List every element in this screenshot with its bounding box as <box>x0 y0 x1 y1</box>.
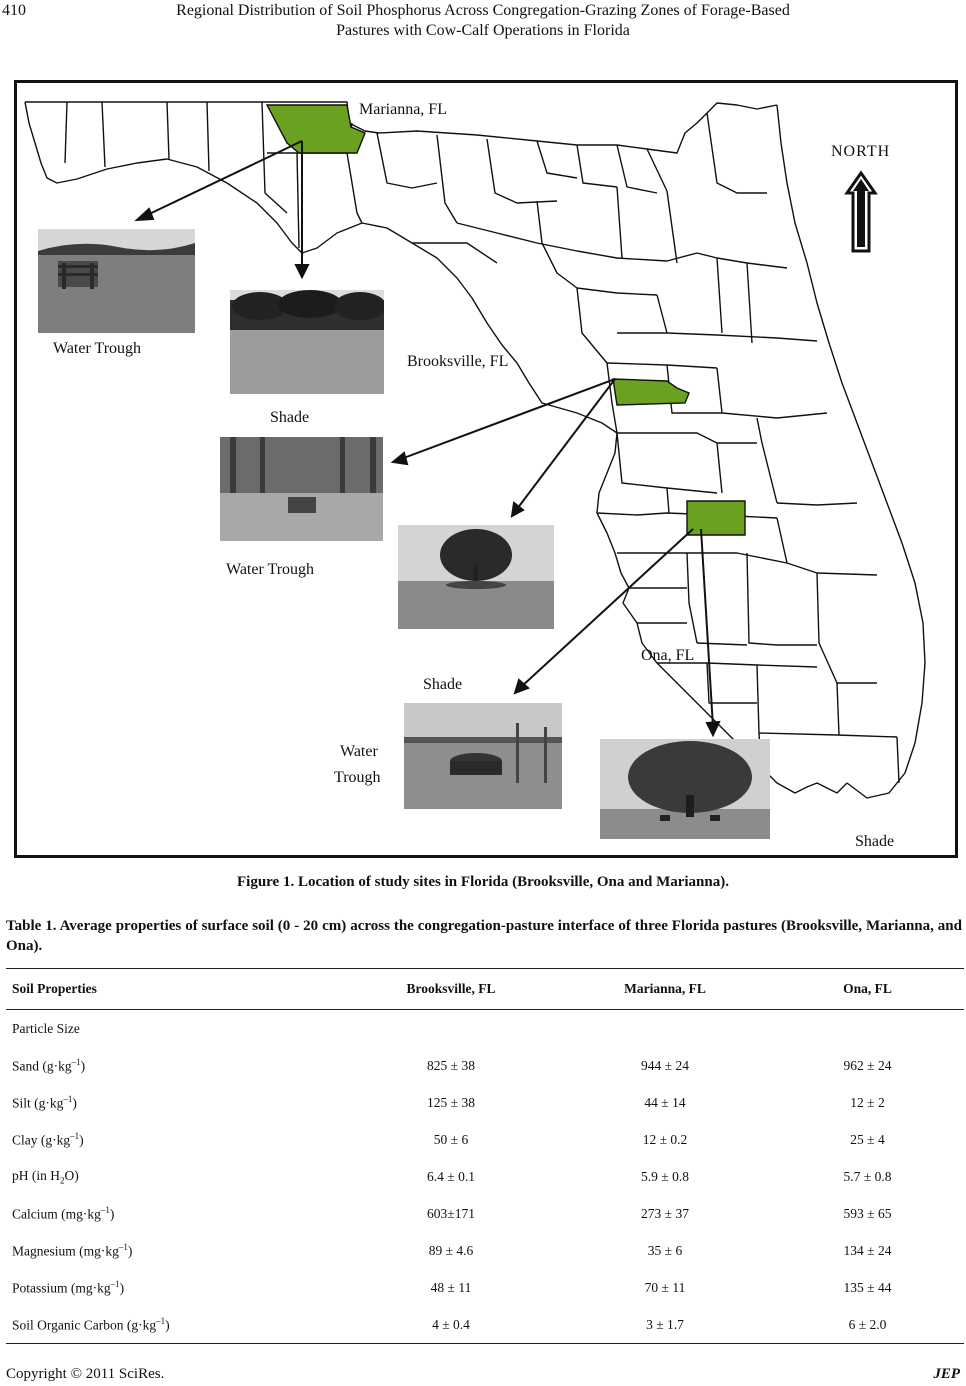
running-title-line-1: Regional Distribution of Soil Phosphorus Across Congregation-Grazing Zones of Forage-Based <box>176 2 790 19</box>
table-cell: 825 ± 38 <box>427 1057 475 1073</box>
section-label-particle-size: Particle Size <box>12 1020 80 1036</box>
ona-county-highlight <box>687 501 745 535</box>
table-cell: 89 ± 4.6 <box>428 1242 474 1258</box>
map-coast-atlantic <box>777 105 925 798</box>
table-cell: 25 ± 4 <box>850 1131 885 1147</box>
row-label: Soil Organic Carbon $(g\cdot kg^{-1})$ <box>6 1306 343 1344</box>
soil-properties-table <box>6 968 964 1344</box>
figure-caption: Figure 1. Location of study sites in Florida (Brooksville, Ona and Marianna). <box>237 874 729 890</box>
table-cell: 35 ± 6 <box>647 1242 683 1258</box>
row-label: Potassium $(mg\cdot kg^{-1})$ <box>12 1278 125 1296</box>
table-row <box>6 1269 964 1306</box>
row-label: Calcium $(mg\cdot kg^{-1})$ <box>12 1204 115 1222</box>
journal-abbrev: JEP <box>933 1366 960 1382</box>
table-cell: 273 ± 37 <box>641 1205 689 1221</box>
row-label: pH (in $H_2O$) <box>12 1167 79 1186</box>
table-cell: 48 ± 11 <box>430 1279 472 1295</box>
row-label: Sand $(g\cdot kg^{-1})$ <box>12 1056 86 1074</box>
table-cell: 3 ± 1.7 <box>559 1306 771 1344</box>
table-row <box>6 1084 964 1121</box>
table-header-row <box>6 969 964 1010</box>
label-ona-water-trough-2: Trough <box>334 769 381 786</box>
table-cell: 50 ± 6 <box>433 1131 469 1147</box>
table-cell: 6 ± 2.0 <box>771 1306 964 1344</box>
table-cell: 70 ± 11 <box>644 1279 686 1295</box>
photo-marianna-shade <box>230 290 384 394</box>
col-header-marianna: Marianna, FL <box>559 969 771 1010</box>
table-row <box>6 1306 964 1344</box>
table-cell: 944 ± 24 <box>641 1057 689 1073</box>
table-cell: 603±171 <box>427 1205 475 1221</box>
brooksville-county-highlight <box>613 379 689 405</box>
table-cell: 12 ± 0.2 <box>642 1131 688 1147</box>
table-row-section <box>6 1010 964 1048</box>
label-marianna-water-trough: Water Trough <box>53 340 142 357</box>
table-row <box>6 1232 964 1269</box>
table-cell: 4 ± 0.4 <box>343 1306 559 1344</box>
table-row <box>6 1121 964 1158</box>
label-brooksville: Brooksville, FL <box>407 353 509 370</box>
table-cell: 135 ± 44 <box>843 1279 892 1295</box>
table-cell: 134 ± 24 <box>843 1242 892 1258</box>
photo-marianna-water-trough <box>38 229 195 333</box>
photo-ona-shade <box>600 739 770 839</box>
row-label: Silt $(g\cdot kg^{-1})$ <box>12 1093 77 1111</box>
label-ona: Ona, FL <box>641 647 695 664</box>
row-label: Clay $(g\cdot kg^{-1})$ <box>12 1130 84 1148</box>
photo-brooksville-shade <box>398 525 554 629</box>
north-arrow-icon <box>847 173 875 251</box>
table-cell: 593 ± 65 <box>843 1205 892 1221</box>
copyright: Copyright © 2011 SciRes. <box>6 1366 165 1382</box>
col-header-soil-properties: Soil Properties <box>6 969 343 1010</box>
table-cell: 125 ± 38 <box>427 1094 475 1110</box>
label-ona-water-trough-1: Water <box>340 743 378 760</box>
page-number: 410 <box>2 2 26 19</box>
photo-ona-water-trough <box>404 703 562 809</box>
running-title-line-2: Pastures with Cow-Calf Operations in Florida <box>336 22 630 39</box>
label-marianna: Marianna, FL <box>359 101 447 118</box>
photo-brooksville-water-trough <box>220 437 383 541</box>
row-label: Magnesium $(mg\cdot kg^{-1})$ <box>12 1241 133 1259</box>
table-row <box>6 1158 964 1195</box>
table-cell: 962 ± 24 <box>843 1057 892 1073</box>
table-caption: Table 1. Average properties of surface soil (0 - 20 cm) across the congregation-pasture interface of three Florida pastures (Brooksville, Marianna, and Ona). <box>6 918 962 954</box>
table-cell: 5.9 ± 0.8 <box>641 1168 689 1184</box>
figure-1 <box>14 80 958 858</box>
label-brooksville-water-trough: Water Trough <box>226 561 315 578</box>
col-header-brooksville: Brooksville, FL <box>343 969 559 1010</box>
table-cell: 12 ± 2 <box>850 1094 885 1110</box>
label-brooksville-shade: Shade <box>423 676 463 693</box>
running-title <box>150 1 816 41</box>
table-cell: 6.4 ± 0.1 <box>427 1168 475 1184</box>
table-row <box>6 1195 964 1232</box>
label-north: NORTH <box>831 143 891 160</box>
label-ona-shade: Shade <box>855 833 895 850</box>
col-header-ona: Ona, FL <box>771 969 964 1010</box>
marianna-county-highlight <box>267 105 365 153</box>
table-row <box>6 1047 964 1084</box>
label-marianna-shade: Shade <box>270 409 310 426</box>
table-cell: 5.7 ± 0.8 <box>843 1168 892 1184</box>
table-cell: 44 ± 14 <box>644 1094 686 1110</box>
